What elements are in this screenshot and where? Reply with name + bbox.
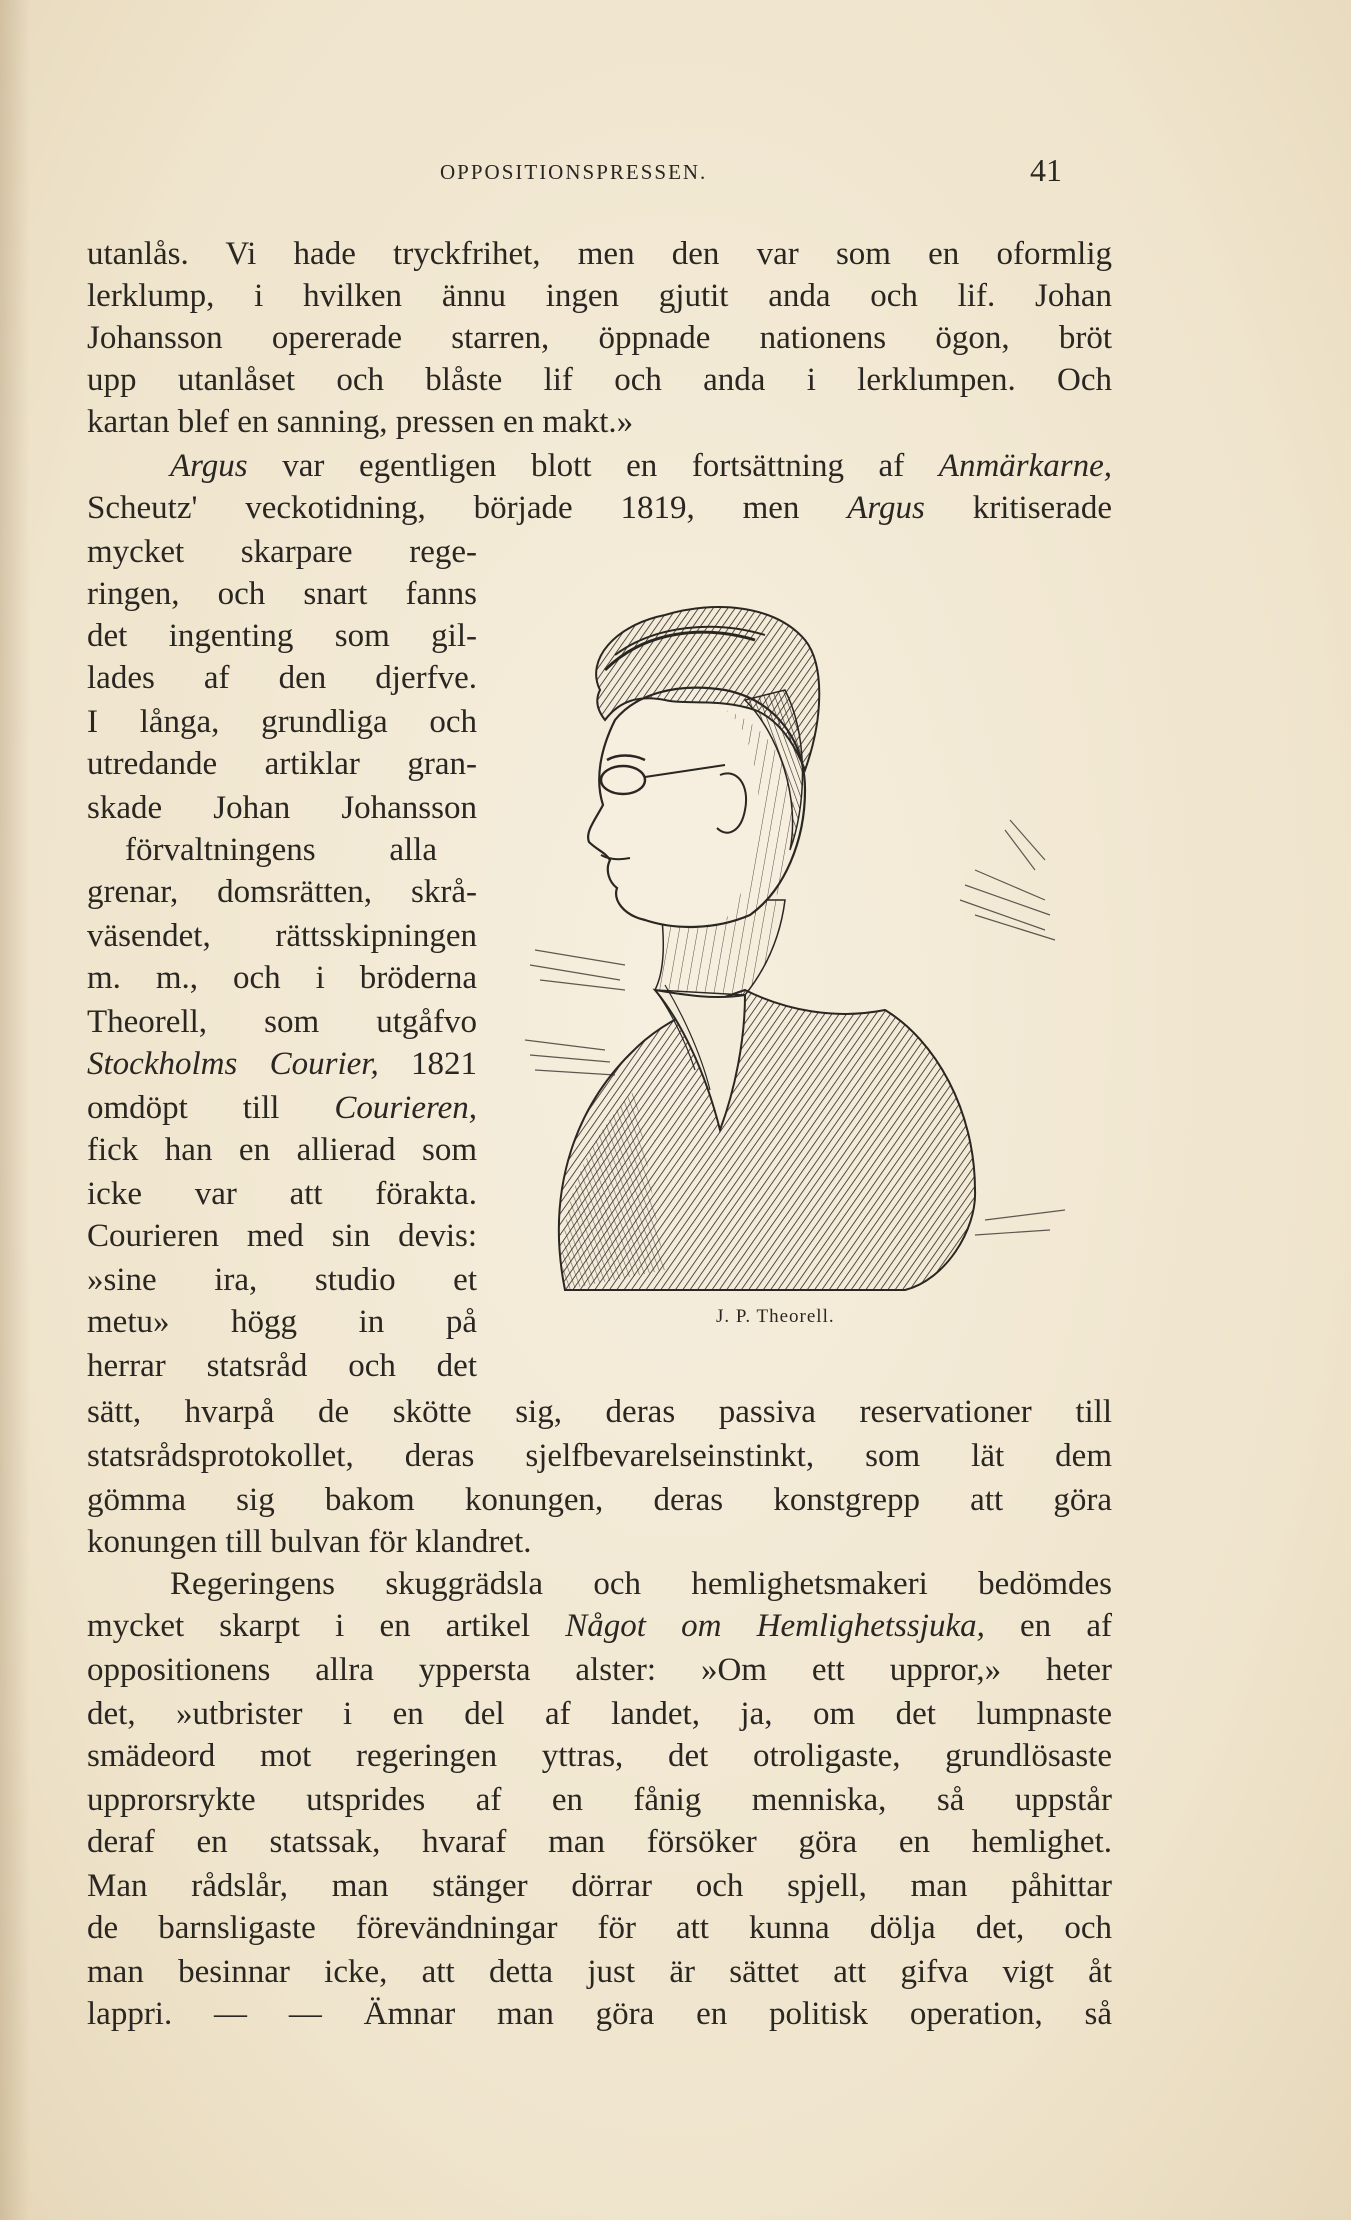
- text-line: lades af den djerfve.: [87, 660, 477, 696]
- periodical-title: Anmärkarne,: [938, 448, 1112, 484]
- text-line: Theorell, som utgåfvo: [87, 1004, 477, 1040]
- text-line: Johansson opererade starren, öppnade nationens ögon, bröt: [87, 320, 1112, 356]
- text-line: kartan blef en sanning, pressen en makt.»: [87, 404, 634, 440]
- text-line: smädeord mot regeringen yttras, det otroligaste, grundlösaste: [87, 1738, 1112, 1774]
- text-line: omdöpt till Courieren,: [87, 1090, 477, 1126]
- periodical-title: Stockholms Courier,: [87, 1046, 379, 1082]
- text-line: Scheutz' veckotidning, började 1819, men Argus kritiserade: [87, 490, 1112, 526]
- text-line: mycket skarpt i en artikel Något om Hemlighetssjuka, en af: [87, 1608, 1112, 1644]
- text-line: utanlås. Vi hade tryckfrihet, men den var som en oformlig: [87, 236, 1112, 272]
- text-line: m. m., och i bröderna: [87, 960, 477, 996]
- text-line: gömma sig bakom konungen, deras konstgrepp att göra: [87, 1482, 1112, 1518]
- periodical-title: Courieren,: [334, 1090, 477, 1126]
- text-line: det ingenting som gil-: [87, 618, 477, 654]
- text-line: det, »utbrister i en del af landet, ja, om det lumpnaste: [87, 1696, 1112, 1732]
- text-line: Stockholms Courier, 1821: [87, 1046, 477, 1082]
- text-line: upprorsrykte utsprides af en fånig menniska, så uppstår: [87, 1782, 1112, 1818]
- text-line: lerklump, i hvilken ännu ingen gjutit anda och lif. Johan: [87, 278, 1112, 314]
- text-line: väsendet, rättsskipningen: [87, 918, 477, 954]
- text-line: I långa, grundliga och: [87, 704, 477, 740]
- text-line: de barnsligaste förevändningar för att kunna dölja det, och: [87, 1910, 1112, 1946]
- text-line: fick han en allierad som: [87, 1132, 477, 1168]
- text-line: ringen, och snart fanns: [87, 576, 477, 612]
- page-edge-shadow: [0, 0, 30, 2220]
- text-line: herrar statsråd och det: [87, 1348, 477, 1384]
- text-line: konungen till bulvan för klandret.: [87, 1524, 532, 1560]
- article-title: Något om Hemlighetssjuka,: [565, 1608, 985, 1644]
- text-line: deraf en statssak, hvaraf man försöker göra en hemlighet.: [87, 1824, 1112, 1860]
- text-line: grenar, domsrätten, skrå-: [87, 874, 477, 910]
- text-line: »sine ira, studio et: [87, 1262, 477, 1298]
- text-line: Man rådslår, man stänger dörrar och spjell, man påhittar: [87, 1868, 1112, 1904]
- text-line: metu» högg in på: [87, 1304, 477, 1340]
- periodical-title: Argus: [847, 490, 925, 526]
- text-line: utredande artiklar gran-: [87, 746, 477, 782]
- text-line: mycket skarpare rege-: [87, 534, 477, 570]
- text-line: Regeringens skuggrädsla och hemlighetsmakeri bedömdes: [170, 1566, 1112, 1602]
- text-line: oppositionens allra yppersta alster: »Om ett uppror,» heter: [87, 1652, 1112, 1688]
- periodical-title: Argus: [170, 448, 248, 484]
- text-line: Argus var egentligen blott en fortsättning af Anmärkarne,: [170, 448, 1112, 484]
- text-line: man besinnar icke, att detta just är sättet att gifva vigt åt: [87, 1954, 1112, 1990]
- text-line: skade Johan Johansson: [87, 790, 477, 826]
- text-line: Courieren med sin devis:: [87, 1218, 477, 1254]
- text-line: icke var att förakta.: [87, 1176, 477, 1212]
- text-line: förvaltningens alla: [125, 832, 437, 868]
- text-line: upp utanlåset och blåste lif och anda i lerklumpen. Och: [87, 362, 1112, 398]
- text-line: sätt, hvarpå de skötte sig, deras passiva reservationer till: [87, 1394, 1112, 1430]
- text-line: lappri. — — Ämnar man göra en politisk operation, så: [87, 1996, 1112, 2032]
- running-title: OPPOSITIONSPRESSEN.: [440, 160, 708, 184]
- text-line: statsrådsprotokollet, deras sjelfbevarelseinstinkt, som lät dem: [87, 1438, 1112, 1474]
- page-number: 41: [1030, 152, 1062, 188]
- figure-caption: J. P. Theorell.: [716, 1306, 835, 1327]
- portrait-engraving: [505, 570, 1080, 1300]
